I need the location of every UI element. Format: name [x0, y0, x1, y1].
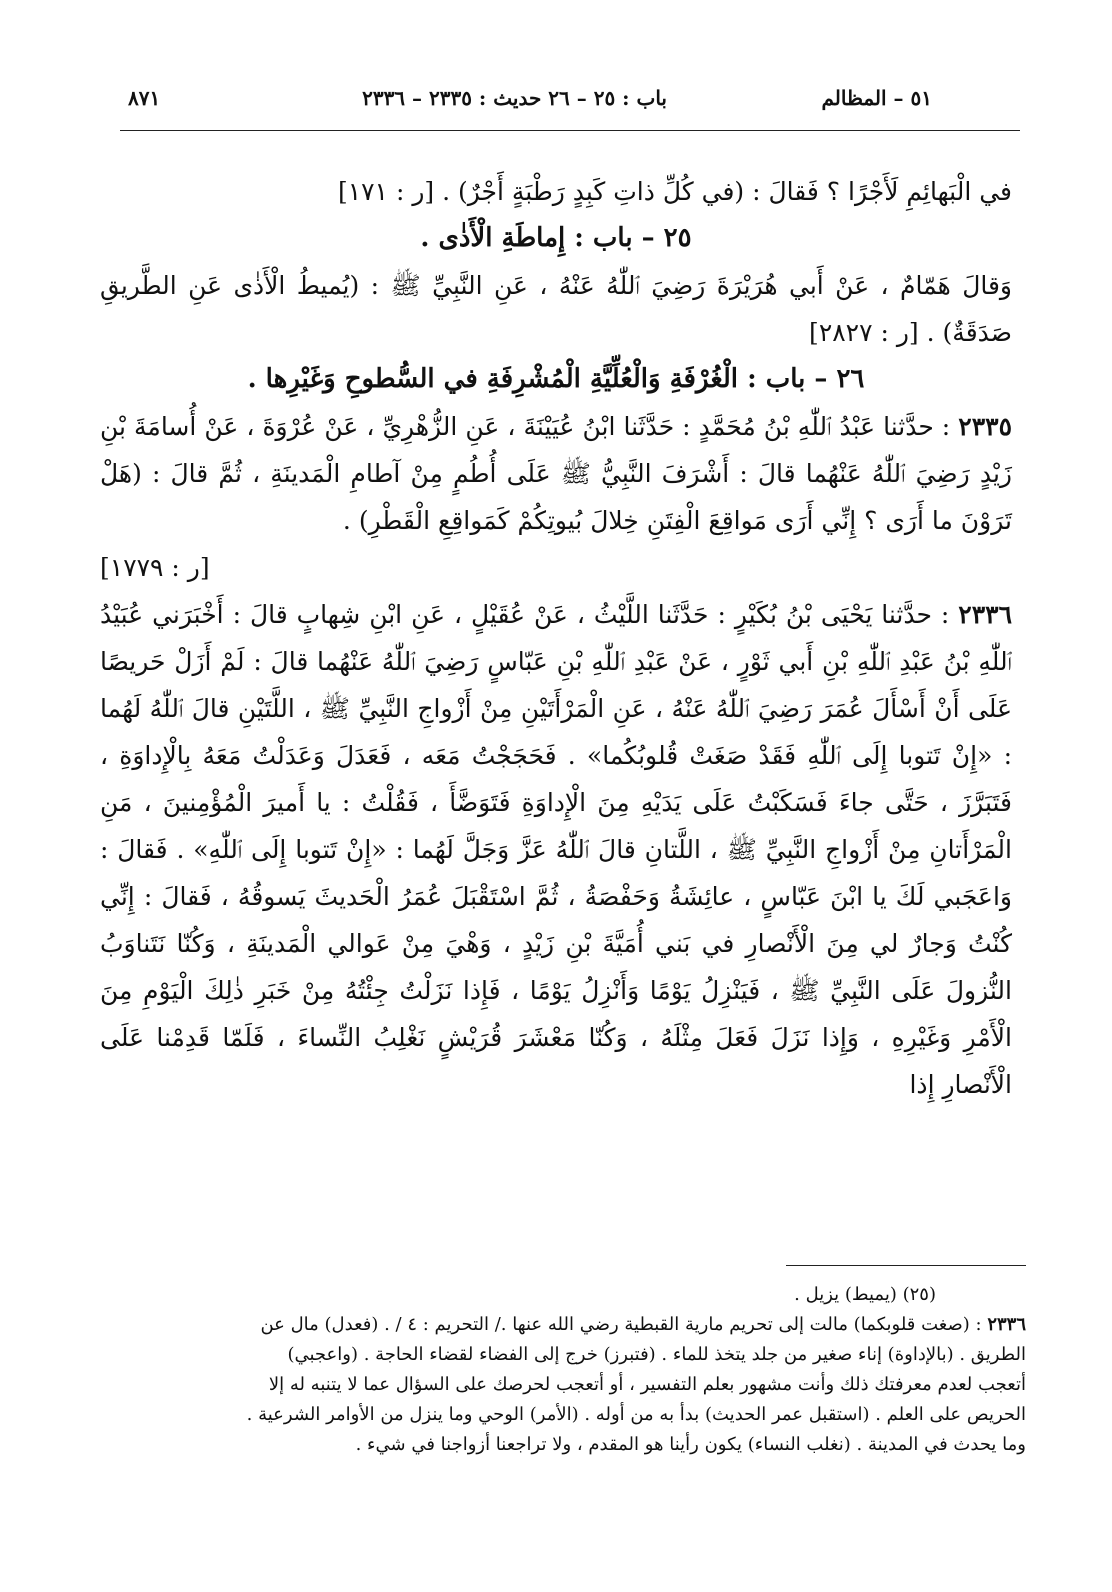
- footnote-number: ٢٣٣٦: [987, 1314, 1026, 1335]
- chapter-heading-26: ٢٦ – باب : الْغُرْفَةِ وَالْعُلِّيَّةِ الْمُشْرِفَةِ في السُّطوحِ وَغَيْرِها .: [247, 364, 865, 394]
- hadith-text: : حدَّثنا عَبْدُ ٱللّٰهِ بْنُ مُحَمَّدٍ : حَدَّثَنا ابْنُ عُيَيْنَةَ ، عَنِ الزُّهْرِيِّ ، عَنْ عُرْوَةَ ، عَنْ أُسامَةَ بْنِ زَيْدٍ رَضِيَ ٱللّٰهُ عَنْهُما قالَ : أَشْرَفَ النَّبِيُّ ﷺ عَلَى أُطُمٍ مِنْ آطامِ الْمَدينَةِ ، ثُمَّ قالَ : (هَلْ تَرَوْنَ ما أَرَى ؟ إِنِّي أَرَى مَواقِعَ الْفِتَنِ خِلالَ بُيوتِكُمْ كَمَواقِعِ الْقَطْرِ) .: [100, 412, 1012, 535]
- footnote-2336-line: الحريص على العلم . (استقبل عمر الحديث) بدأ به من أوله . (الأمر) الوحي وما ينزل من الأوامر الشرعية .: [246, 1404, 1026, 1425]
- hadith-text: : حدَّثنا يَحْيَى بْنُ بُكَيْرٍ : حَدَّثَنا اللَّيْثُ ، عَنْ عُقَيْلٍ ، عَنِ ابْنِ شِهابٍ قالَ : أَخْبَرَني عُبَيْدُ ٱللّٰهِ بْنُ عَبْدِ ٱللّٰهِ بْنِ أَبي ثَوْرٍ ، عَنْ عَبْدِ ٱللّٰهِ بْنِ عَبّاسٍ رَضِيَ ٱللّٰهُ عَنْهُما قالَ : لَمْ أَزَلْ حَريصًا عَلَى أَنْ أَسْأَلَ عُمَرَ رَضِيَ ٱللّٰهُ عَنْهُ ، عَنِ الْمَرْأَتَيْنِ مِنْ أَزْواجِ النَّبِيِّ ﷺ ، اللَّتَيْنِ قالَ ٱللّٰهُ لَهُما : «إِنْ تَتوبا إِلَى ٱللّٰهِ فَقَدْ صَغَتْ قُلوبُكُما» . فَحَجَجْتُ مَعَه ، فَعَدَلَ وَعَدَلْتُ مَعَهُ بِالْإِداوَةِ ، فَتَبَرَّزَ ، حَتَّى جاءَ فَسَكَبْتُ عَلَى يَدَيْهِ مِنَ الْإِداوَةِ فَتَوَضَّأَ ، فَقُلْتُ : يا أَميرَ الْمُؤْمِنينَ ، مَنِ الْمَرْأَتانِ مِنْ أَزْواجِ النَّبِيِّ ﷺ ، اللَّتانِ قالَ ٱللّٰهُ عَزَّ وَجَلَّ لَهُما : «إِنْ تَتوبا إِلَى ٱللّٰهِ» . فَقالَ : وَاعَجَبي لَكَ يا ابْنَ عَبّاسٍ ، عائِشَةُ وَحَفْصَةُ ، ثُمَّ اسْتَقْبَلَ عُمَرُ الْحَديثَ يَسوقُهُ ، فَقالَ : إِنِّي كُنْتُ وَجارٌ لي مِنَ الْأَنْصارِ في بَني أُمَيَّةَ بْنِ زَيْدٍ ، وَهْيَ مِنْ عَوالي الْمَدينَةِ ، وَكُنّا نَتَناوَبُ النُّزولَ عَلَى النَّبِيِّ ﷺ ، فَيَنْزِلُ يَوْمًا وَأَنْزِلُ يَوْمًا ، فَإِذا نَزَلْتُ جِئْتُهُ مِنْ خَبَرِ ذٰلِكَ الْيَوْمِ مِنَ الْأَمْرِ وَغَيْرِهِ ، وَإِذا نَزَلَ فَعَلَ مِثْلَهُ ، وَكُنّا مَعْشَرَ قُرَيْشٍ نَغْلِبُ النِّساءَ ، فَلَمّا قَدِمْنا عَلَى الْأَنْصارِ إِذا: [100, 600, 1012, 1099]
- cross-reference: [ر : ٢٨٢٧]: [809, 318, 919, 347]
- page-number: ٨٧١: [128, 86, 161, 110]
- paragraph-25: [100, 262, 1012, 356]
- paragraph-25-text: وَقالَ هَمّامٌ ، عَنْ أَبي هُرَيْرَةَ رَضِيَ ٱللّٰهُ عَنْهُ ، عَنِ النَّبِيِّ ﷺ : (يُميطُ الْأَذٰى عَنِ الطَّريقِ صَدَقَةٌ) .: [100, 271, 1012, 347]
- footnote-25: (٢٥) (يميط) يزيل .: [794, 1284, 936, 1305]
- text-line-continuation: [100, 168, 1012, 215]
- chapter-heading-25: ٢٥ – باب : إِماطَةِ الْأَذٰى .: [420, 223, 692, 253]
- running-head-chapter: ٥١ – المظالم: [821, 86, 932, 110]
- hadith-2336: [100, 591, 1012, 1108]
- footnote-text: : (صغت قلوبكما) مالت إلى تحريم مارية القبطية رضي الله عنها ./ التحريم : ٤ / . (فعدل) مال عن: [260, 1314, 982, 1335]
- main-text: [100, 168, 1012, 1108]
- footnote-2336-line: وما يحدث في المدينة . (نغلب النساء) يكون رأينا هو المقدم ، ولا تراجعنا أزواجنا في شيء .: [355, 1434, 1026, 1455]
- header-divider: [120, 130, 1020, 131]
- hadith-number: ٢٣٣٥: [958, 412, 1012, 441]
- running-head-section: باب : ٢٥ – ٢٦ حديث : ٢٣٣٥ – ٢٣٣٦: [362, 86, 667, 110]
- cross-reference: [ر : ١٧٧٩]: [100, 553, 210, 582]
- hadith-number: ٢٣٣٦: [958, 600, 1012, 629]
- footnotes: [102, 1280, 1026, 1460]
- footnote-divider: [786, 1265, 1026, 1266]
- hadith-2335-ref-line: [100, 544, 1012, 591]
- cross-reference: [ر : ١٧١]: [337, 177, 435, 206]
- continuation-text: في الْبَهائِمِ لَأَجْرًا ؟ فَقالَ : (في كُلِّ ذاتِ كَبِدٍ رَطْبَةٍ أَجْرٌ) .: [442, 177, 1012, 206]
- footnote-2336-line: الطريق . (بالإداوة) إناء صغير من جلد يتخذ للماء . (فتبرز) خرج إلى الفضاء لقضاء الحاجة . (واعجبي): [287, 1344, 1026, 1365]
- footnote-2336-line: [102, 1310, 1026, 1340]
- footnote-2336-line: أتعجب لعدم معرفتك ذلك وأنت مشهور بعلم التفسير ، أو أتعجب لحرصك على السؤال عما لا يتنبه له إلا: [268, 1374, 1026, 1395]
- hadith-2335: [100, 403, 1012, 544]
- running-head: [128, 86, 932, 120]
